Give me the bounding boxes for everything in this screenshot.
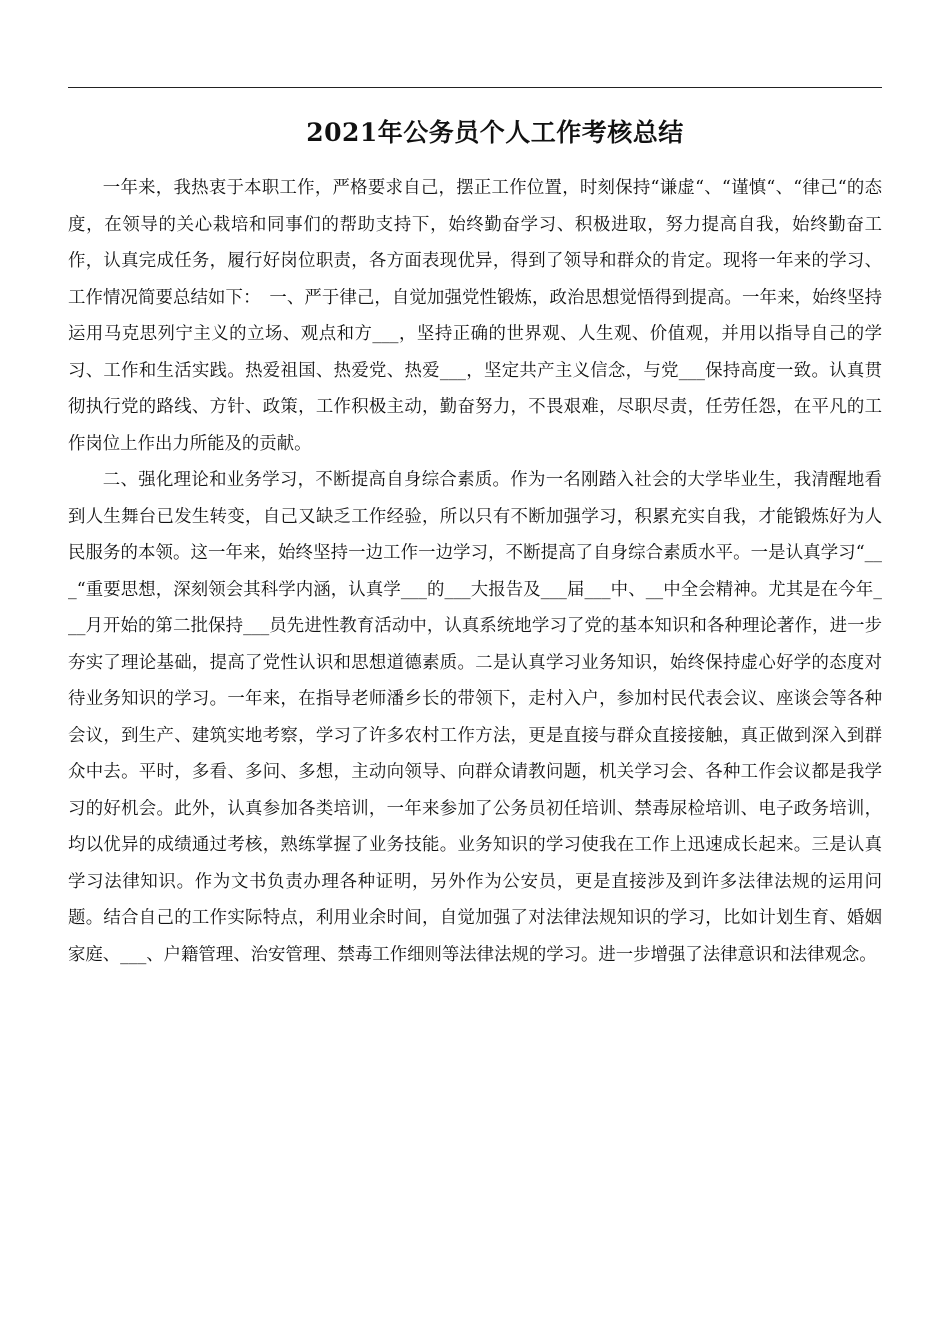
document-body <box>68 170 882 973</box>
header-rule <box>68 87 882 88</box>
paragraph-1: 一年来，我热衷于本职工作，严格要求自己，摆正工作位置，时刻保持“谦虚“、“谨慎“、“律己“的态度，在领导的关心栽培和同事们的帮助支持下，始终勤奋学习、积极进取，努力提高自我，始终勤奋工作，认真完成任务，履行好岗位职责，各方面表现优异，得到了领导和群众的肯定。现将一年来的学习、工作情况简要总结如下： 一、严于律己，自觉加强党性锻炼，政治思想觉悟得到提高。一年来，始终坚持运用马克思列宁主义的立场、观点和方___，坚持正确的世界观、人生观、价值观，并用以指导自己的学习、工作和生活实践。热爱祖国、热爱党、热爱___，坚定共产主义信念，与党___保持高度一致。认真贯彻执行党的路线、方针、政策，工作积极主动，勤奋努力，不畏艰难，尽职尽责，任劳任怨，在平凡的工作岗位上作出力所能及的贡献。 <box>68 178 882 454</box>
paragraph-2: 二、强化理论和业务学习，不断提高自身综合素质。作为一名刚踏入社会的大学毕业生，我清醒地看到人生舞台已发生转变，自己又缺乏工作经验，所以只有不断加强学习，积累充实自我，才能锻炼好为人民服务的本领。这一年来，始终坚持一边工作一边学习，不断提高了自身综合素质水平。一是认真学习“___“重要思想，深刻领会其科学内涵，认真学___的___大报告及___届___中、__中全会精神。尤其是在今年___月开始的第二批保持___员先进性教育活动中，认真系统地学习了党的基本知识和各种理论著作，进一步夯实了理论基础，提高了党性认识和思想道德素质。二是认真学习业务知识，始终保持虚心好学的态度对待业务知识的学习。一年来，在指导老师潘乡长的带领下，走村入户，参加村民代表会议、座谈会等各种会议，到生产、建筑实地考察，学习了许多农村工作方法，更是直接与群众直接接触，真正做到深入到群众中去。平时，多看、多问、多想，主动向领导、向群众请教问题，机关学习会、各种工作会议都是我学习的好机会。此外，认真参加各类培训，一年来参加了公务员初任培训、禁毒尿检培训、电子政务培训，均以优异的成绩通过考核，熟练掌握了业务技能。业务知识的学习使我在工作上迅速成长起来。三是认真学习法律知识。作为文书负责办理各种证明，另外作为公安员，更是直接涉及到许多法律法规的运用问题。结合自己的工作实际特点，利用业余时间，自觉加强了对法律法规知识的学习，比如计划生育、婚姻家庭、___、户籍管理、治安管理、禁毒工作细则等法律法规的学习。进一步增强了法律意识和法律观念。 <box>68 470 882 965</box>
document-title: 2021年公务员个人工作考核总结 <box>306 117 684 147</box>
